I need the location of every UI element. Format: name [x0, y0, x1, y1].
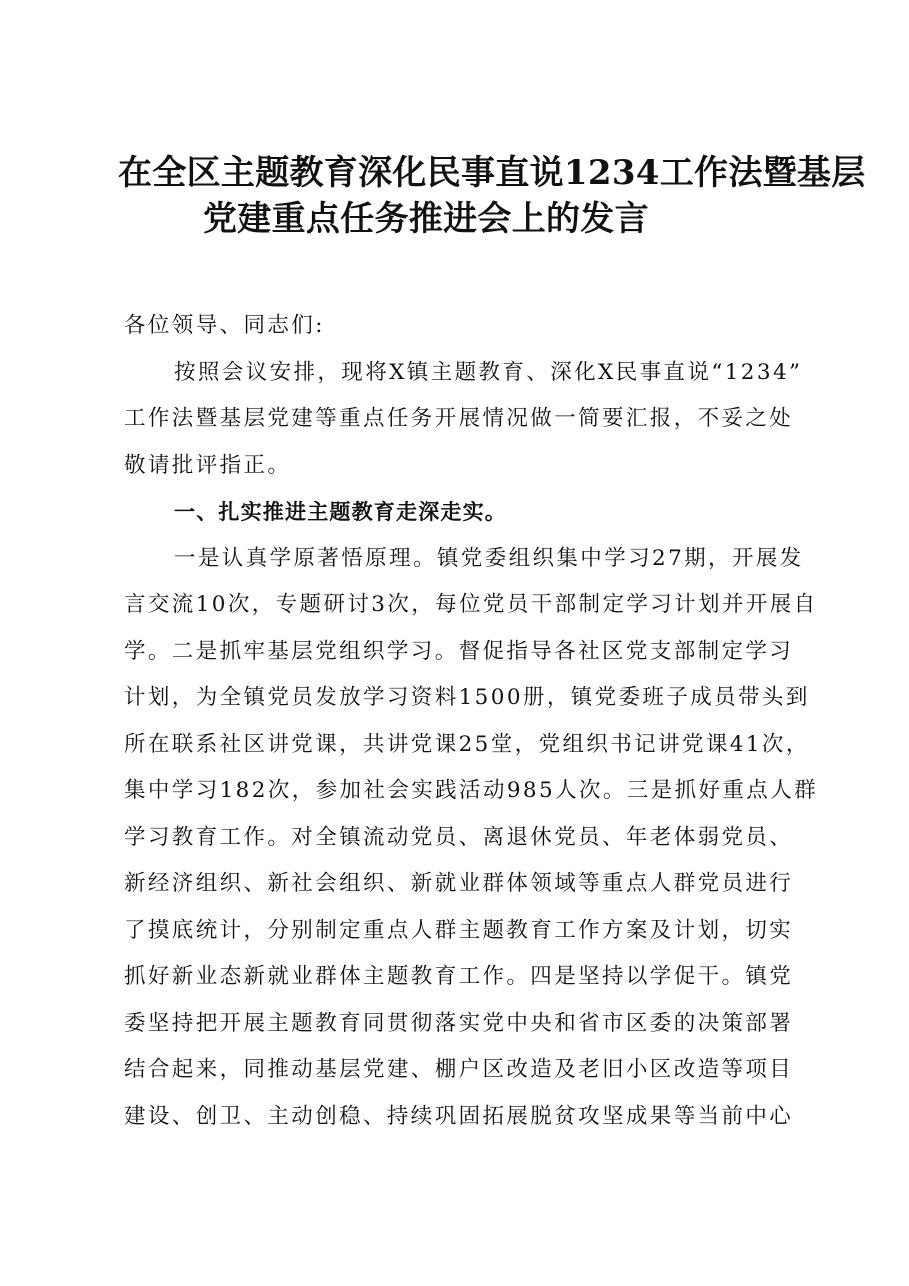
section-line: 抓好新业态新就业群体主题教育工作。四是坚持以学促干。镇党 [124, 964, 794, 989]
section-line: 委坚持把开展主题教育同贯彻落实党中央和省市区委的决策部署 [124, 1010, 794, 1036]
intro-line: 敬请批评指正。 [124, 452, 292, 478]
section-line: 新经济组织、新社会组织、新就业群体领域等重点人群党员进行 [124, 871, 794, 896]
section-heading [124, 489, 824, 536]
document-title [118, 150, 866, 242]
section-line: 所在联系社区讲党课，共讲党课25堂，党组织书记讲党课41次， [124, 731, 810, 757]
section-line: 计划，为全镇党员发放学习资料1500册，镇党委班子成员带头到 [124, 685, 810, 710]
section-line: 言交流10次，专题研讨3次，每位党员干部制定学习计划并开展自 [124, 592, 818, 617]
intro-paragraph [124, 350, 824, 490]
intro-line: 按照会议安排，现将X镇主题教育、深化X民事直说“1234” [174, 359, 803, 385]
section-line: 一是认真学原著悟原理。镇党委组织集中学习27期，开展发 [174, 545, 804, 571]
section-line: 集中学习182次，参加社会实践活动985人次。三是抓好重点人群 [124, 778, 818, 803]
section-line: 建设、创卫、主动创稳、持续巩固拓展脱贫攻坚成果等当前中心 [124, 1103, 794, 1129]
section-line: 了摸底统计，分别制定重点人群主题教育工作方案及计划，切实 [124, 917, 794, 943]
intro-line: 工作法暨基层党建等重点任务开展情况做一简要汇报，不妥之处 [124, 406, 794, 431]
section-line: 学。二是抓牢基层党组织学习。督促指导各社区党支部制定学习 [124, 638, 794, 664]
section-heading-text: 一、扎实推进主题教育走深走实。 [174, 500, 507, 524]
section-line: 结合起来，同推动基层党建、棚户区改造及老旧小区改造等项目 [124, 1057, 794, 1082]
title-line-2: 党建重点任务推进会上的发言 [203, 199, 649, 239]
section-paragraph [124, 536, 824, 1141]
section-line: 学习教育工作。对全镇流动党员、离退休党员、年老体弱党员、 [124, 824, 794, 850]
document-body [124, 303, 824, 1140]
title-line-1: 在全区主题教育深化民事直说1234工作法暨基层 [118, 153, 866, 193]
salutation-line: 各位领导、同志们: [124, 313, 325, 338]
salutation [124, 303, 824, 350]
